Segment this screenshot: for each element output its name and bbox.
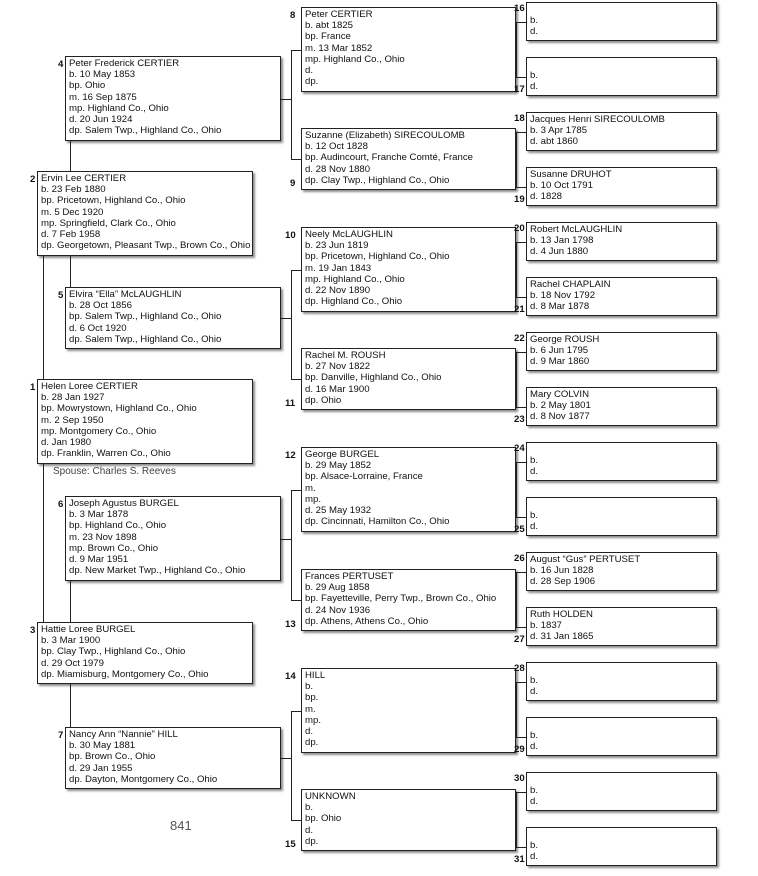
- person-box-29[interactable]: [526, 717, 717, 756]
- connector-line: [516, 847, 526, 848]
- page-number: 841: [170, 818, 192, 833]
- person-detail: mp. Brown Co., Ohio: [69, 542, 159, 554]
- person-detail: bp. Pricetown, Highland Co., Ohio: [41, 195, 186, 207]
- person-name: Ruth HOLDEN: [530, 609, 593, 620]
- person-name: Peter Frederick CERTIER: [69, 58, 180, 69]
- connector-line: [291, 490, 301, 491]
- person-detail: b. 1837: [530, 620, 563, 632]
- connector-line: [516, 242, 526, 243]
- person-number: 24: [514, 443, 525, 454]
- person-detail: b. 28 Oct 1856: [69, 300, 132, 312]
- spouse-line: Spouse: Charles S. Reeves: [53, 466, 176, 477]
- person-box-5[interactable]: [65, 287, 281, 349]
- person-detail: d.: [530, 686, 539, 698]
- person-box-27[interactable]: [526, 607, 717, 646]
- person-detail: d. 28 Nov 1880: [305, 163, 371, 175]
- connector-line: [516, 682, 526, 683]
- person-detail: mp. Springfield, Clark Co., Ohio: [41, 217, 176, 229]
- person-detail: d.: [530, 466, 539, 478]
- person-detail: m. 16 Sep 1875: [69, 91, 137, 103]
- person-number: 30: [514, 773, 525, 784]
- person-detail: bp.: [305, 692, 319, 704]
- person-box-8[interactable]: [301, 7, 516, 92]
- person-box-20[interactable]: [526, 222, 717, 261]
- connector-line: [70, 581, 71, 622]
- person-number: 27: [514, 634, 525, 645]
- person-box-28[interactable]: [526, 662, 717, 701]
- person-number: 13: [285, 619, 296, 630]
- person-box-18[interactable]: [526, 112, 717, 151]
- person-number: 4: [58, 59, 64, 70]
- connector-line: [291, 270, 292, 379]
- person-number: 7: [58, 730, 64, 741]
- connector-line: [516, 297, 526, 298]
- person-detail: m.: [305, 482, 316, 494]
- person-name: Frances PERTUSET: [305, 571, 394, 582]
- person-box-6[interactable]: [65, 496, 281, 581]
- person-box-1[interactable]: [37, 379, 253, 464]
- person-box-21[interactable]: [526, 277, 717, 316]
- person-detail: b. abt 1825: [305, 20, 354, 32]
- person-name: Elvira “Ella” McLAUGHLIN: [69, 289, 182, 300]
- person-detail: bp. Alsace-Lorraine, France: [305, 471, 423, 483]
- person-detail: dp.: [305, 76, 319, 88]
- connector-line: [291, 820, 301, 821]
- person-detail: b. 13 Jan 1798: [530, 235, 594, 247]
- person-detail: d. 20 Jun 1924: [69, 114, 133, 126]
- person-number: 14: [285, 671, 296, 682]
- person-detail: dp. Franklin, Warren Co., Ohio: [41, 448, 171, 460]
- connector-line: [70, 256, 71, 287]
- person-detail: b. 16 Jun 1828: [530, 565, 594, 577]
- connector-line: [291, 50, 301, 51]
- person-detail: b. 29 Aug 1858: [305, 582, 370, 594]
- person-number: 8: [290, 10, 296, 21]
- person-detail: dp. Cincinnati, Hamilton Co., Ohio: [305, 516, 450, 528]
- person-name: George BURGEL: [305, 449, 380, 460]
- connector-line: [281, 758, 291, 759]
- connector-line: [291, 600, 301, 601]
- person-name: Ervin Lee CERTIER: [41, 173, 127, 184]
- person-number: 20: [514, 223, 525, 234]
- person-box-23[interactable]: [526, 387, 717, 426]
- person-detail: dp. Clay Twp., Highland Co., Ohio: [305, 174, 450, 186]
- connector-line: [516, 627, 526, 628]
- person-name: Suzanne (Elizabeth) SIRECOULOMB: [305, 130, 465, 141]
- person-name: [530, 829, 713, 840]
- person-detail: d. 29 Jan 1955: [69, 762, 133, 774]
- person-number: 1: [30, 382, 36, 393]
- person-detail: dp. Dayton, Montgomery Co., Ohio: [69, 773, 218, 785]
- connector-line: [291, 711, 292, 820]
- connector-line: [291, 711, 301, 712]
- person-detail: mp.: [305, 714, 321, 726]
- person-detail: d. 9 Mar 1860: [530, 356, 590, 368]
- connector-line: [516, 187, 526, 188]
- connector-line: [516, 407, 526, 408]
- person-box-9[interactable]: [301, 128, 516, 190]
- person-name: [530, 719, 713, 730]
- person-detail: m. 23 Nov 1898: [69, 531, 137, 543]
- person-detail: b.: [530, 15, 539, 27]
- person-detail: b. 12 Oct 1828: [305, 141, 368, 153]
- connector-line: [516, 462, 517, 517]
- person-name: Helen Loree CERTIER: [41, 381, 138, 392]
- person-detail: d. 8 Nov 1877: [530, 411, 590, 423]
- person-detail: mp.: [305, 493, 321, 505]
- person-number: 2: [30, 174, 36, 185]
- person-name: Hattie Loree BURGEL: [41, 624, 136, 635]
- person-detail: bp. Danville, Highland Co., Ohio: [305, 372, 442, 384]
- person-name: Jacques Henri SIRECOULOMB: [530, 114, 665, 125]
- person-detail: b.: [530, 785, 539, 797]
- person-detail: bp. Ohio: [305, 813, 342, 825]
- person-number: 28: [514, 663, 525, 674]
- person-number: 10: [285, 230, 296, 241]
- person-detail: d.: [305, 65, 314, 77]
- person-box-24[interactable]: [526, 442, 717, 481]
- person-detail: b. 10 May 1853: [69, 69, 136, 81]
- person-detail: d. 29 Oct 1979: [41, 657, 104, 669]
- connector-line: [281, 99, 291, 100]
- person-detail: b.: [530, 730, 539, 742]
- person-box-26[interactable]: [526, 552, 717, 591]
- connector-line: [516, 22, 526, 23]
- person-detail: b. 6 Jun 1795: [530, 345, 589, 357]
- person-detail: b.: [305, 802, 314, 814]
- person-detail: bp. Mowrystown, Highland Co., Ohio: [41, 403, 197, 415]
- person-name: George ROUSH: [530, 334, 600, 345]
- connector-line: [516, 572, 526, 573]
- person-detail: bp. Fayetteville, Perry Twp., Brown Co., Ohio: [305, 593, 497, 605]
- connector-line: [43, 256, 44, 379]
- person-detail: b. 3 Mar 1878: [69, 509, 129, 521]
- connector-line: [516, 682, 517, 737]
- connector-line: [516, 737, 526, 738]
- person-detail: b.: [530, 455, 539, 467]
- connector-line: [70, 684, 71, 727]
- person-detail: b.: [305, 681, 314, 693]
- person-box-2[interactable]: [37, 171, 253, 256]
- connector-line: [516, 462, 526, 463]
- connector-line: [516, 352, 526, 353]
- person-detail: d.: [530, 741, 539, 753]
- connector-line: [516, 792, 526, 793]
- person-name: [530, 664, 713, 675]
- person-detail: bp. Clay Twp., Highland Co., Ohio: [41, 646, 186, 658]
- person-detail: b. 29 May 1852: [305, 460, 372, 472]
- person-name: [530, 774, 713, 785]
- connector-line: [43, 464, 44, 622]
- person-box-3[interactable]: [37, 622, 253, 684]
- person-box-31[interactable]: [526, 827, 717, 866]
- person-box-19[interactable]: [526, 167, 717, 206]
- person-detail: b. 27 Nov 1822: [305, 361, 371, 373]
- person-number: 6: [58, 499, 64, 510]
- person-detail: b. 3 Apr 1785: [530, 125, 588, 137]
- person-number: 5: [58, 290, 64, 301]
- connector-line: [516, 132, 517, 187]
- person-number: 19: [514, 194, 525, 205]
- person-detail: bp. Pricetown, Highland Co., Ohio: [305, 251, 450, 263]
- person-number: 21: [514, 304, 525, 315]
- person-detail: d. 9 Mar 1951: [69, 554, 129, 566]
- person-number: 18: [514, 113, 525, 124]
- person-name: [530, 59, 713, 70]
- person-detail: d.: [305, 726, 314, 738]
- person-detail: dp.: [305, 737, 319, 749]
- person-detail: b. 18 Nov 1792: [530, 290, 596, 302]
- connector-line: [291, 159, 301, 160]
- person-number: 31: [514, 854, 525, 865]
- person-detail: mp. Montgomery Co., Ohio: [41, 425, 157, 437]
- person-detail: d.: [530, 851, 539, 863]
- person-detail: mp. Highland Co., Ohio: [305, 53, 405, 65]
- person-name: Mary COLVIN: [530, 389, 589, 400]
- connector-line: [281, 318, 291, 319]
- person-box-25[interactable]: [526, 497, 717, 536]
- person-number: 16: [514, 3, 525, 14]
- person-name: Nancy Ann “Nannie” HILL: [69, 729, 178, 740]
- person-detail: d. 25 May 1932: [305, 505, 372, 517]
- person-detail: d. 22 Nov 1890: [305, 285, 371, 297]
- person-number: 17: [514, 84, 525, 95]
- person-name: Joseph Agustus BURGEL: [69, 498, 179, 509]
- person-detail: bp. Highland Co., Ohio: [69, 520, 167, 532]
- person-detail: d.: [305, 824, 314, 836]
- connector-line: [516, 572, 517, 627]
- connector-line: [291, 490, 292, 600]
- person-detail: d. 16 Mar 1900: [305, 383, 370, 395]
- person-detail: b. 10 Oct 1791: [530, 180, 593, 192]
- person-box-15[interactable]: [301, 789, 516, 851]
- connector-line: [516, 22, 517, 77]
- person-detail: dp. Athens, Athens Co., Ohio: [305, 615, 429, 627]
- person-box-4[interactable]: [65, 56, 281, 141]
- person-name: Robert McLAUGHLIN: [530, 224, 623, 235]
- person-detail: d. 4 Jun 1880: [530, 246, 589, 258]
- person-detail: d.: [530, 521, 539, 533]
- person-box-16[interactable]: [526, 2, 717, 41]
- person-detail: d. 31 Jan 1865: [530, 631, 594, 643]
- person-detail: dp. Miamisburg, Montgomery Co., Ohio: [41, 668, 209, 680]
- connector-line: [291, 50, 292, 159]
- person-name: [530, 4, 713, 15]
- person-detail: d. 8 Mar 1878: [530, 301, 590, 313]
- person-detail: m. 5 Dec 1920: [41, 206, 104, 218]
- person-name: [530, 499, 713, 510]
- person-name: Susanne DRUHOT: [530, 169, 612, 180]
- person-detail: d.: [530, 81, 539, 93]
- person-box-7[interactable]: [65, 727, 281, 789]
- person-number: 23: [514, 414, 525, 425]
- person-number: 9: [290, 178, 296, 189]
- person-name: Rachel M. ROUSH: [305, 350, 386, 361]
- person-detail: bp. France: [305, 31, 351, 43]
- person-number: 11: [285, 398, 296, 409]
- person-box-13[interactable]: [301, 569, 516, 631]
- person-detail: d. 28 Sep 1906: [530, 576, 596, 588]
- connector-line: [70, 141, 71, 171]
- person-detail: mp. Highland Co., Ohio: [69, 102, 169, 114]
- person-box-12[interactable]: [301, 447, 516, 532]
- connector-line: [291, 270, 301, 271]
- person-detail: d. 24 Nov 1936: [305, 604, 371, 616]
- person-detail: dp. Salem Twp., Highland Co., Ohio: [69, 333, 222, 345]
- person-detail: m. 13 Mar 1852: [305, 42, 373, 54]
- person-box-11[interactable]: [301, 348, 516, 410]
- connector-line: [516, 792, 517, 847]
- person-detail: m. 2 Sep 1950: [41, 414, 104, 426]
- person-detail: b. 23 Jun 1819: [305, 240, 369, 252]
- person-detail: b. 28 Jan 1927: [41, 392, 105, 404]
- person-detail: b.: [530, 510, 539, 522]
- person-detail: d.: [530, 796, 539, 808]
- person-detail: b. 3 Mar 1900: [41, 635, 101, 647]
- person-number: 25: [514, 524, 525, 535]
- person-box-10[interactable]: [301, 227, 516, 312]
- person-box-22[interactable]: [526, 332, 717, 371]
- person-detail: b. 2 May 1801: [530, 400, 591, 412]
- person-detail: m.: [305, 703, 316, 715]
- person-number: 26: [514, 553, 525, 564]
- person-name: August “Gus” PERTUSET: [530, 554, 641, 565]
- person-name: Peter CERTIER: [305, 9, 373, 20]
- connector-line: [516, 132, 526, 133]
- person-number: 22: [514, 333, 525, 344]
- person-detail: dp. Ohio: [305, 394, 342, 406]
- person-box-17[interactable]: [526, 57, 717, 96]
- person-box-30[interactable]: [526, 772, 717, 811]
- person-name: Neely McLAUGHLIN: [305, 229, 393, 240]
- person-detail: b.: [530, 70, 539, 82]
- person-number: 15: [285, 839, 296, 850]
- person-detail: dp. New Market Twp., Highland Co., Ohio: [69, 565, 246, 577]
- connector-line: [281, 539, 291, 540]
- person-detail: bp. Audincourt, Franche Comté, France: [305, 152, 473, 164]
- person-detail: d. 6 Oct 1920: [69, 322, 127, 334]
- person-detail: m. 19 Jan 1843: [305, 262, 372, 274]
- person-detail: d. Jan 1980: [41, 437, 92, 449]
- person-name: HILL: [305, 670, 326, 681]
- person-name: [530, 444, 713, 455]
- person-detail: b.: [530, 840, 539, 852]
- connector-line: [516, 77, 526, 78]
- connector-line: [516, 242, 517, 297]
- person-detail: dp. Highland Co., Ohio: [305, 296, 403, 308]
- person-detail: b. 23 Feb 1880: [41, 184, 106, 196]
- person-number: 29: [514, 744, 525, 755]
- person-detail: b.: [530, 675, 539, 687]
- connector-line: [516, 352, 517, 407]
- person-detail: dp. Georgetown, Pleasant Twp., Brown Co., Ohio: [41, 240, 251, 252]
- person-name: UNKNOWN: [305, 791, 356, 802]
- person-detail: d. abt 1860: [530, 136, 579, 148]
- person-detail: bp. Ohio: [69, 80, 106, 92]
- person-detail: dp. Salem Twp., Highland Co., Ohio: [69, 125, 222, 137]
- person-name: Rachel CHAPLAIN: [530, 279, 611, 290]
- person-detail: d.: [530, 26, 539, 38]
- person-detail: bp. Salem Twp., Highland Co., Ohio: [69, 311, 222, 323]
- person-detail: b. 30 May 1881: [69, 740, 136, 752]
- person-detail: d. 1828: [530, 191, 563, 203]
- person-number: 12: [285, 450, 296, 461]
- person-box-14[interactable]: [301, 668, 516, 753]
- person-number: 3: [30, 625, 36, 636]
- connector-line: [291, 379, 301, 380]
- connector-line: [516, 517, 526, 518]
- person-detail: dp.: [305, 835, 319, 847]
- person-detail: d. 7 Feb 1958: [41, 229, 101, 241]
- person-detail: mp. Highland Co., Ohio: [305, 273, 405, 285]
- person-detail: bp. Brown Co., Ohio: [69, 751, 156, 763]
